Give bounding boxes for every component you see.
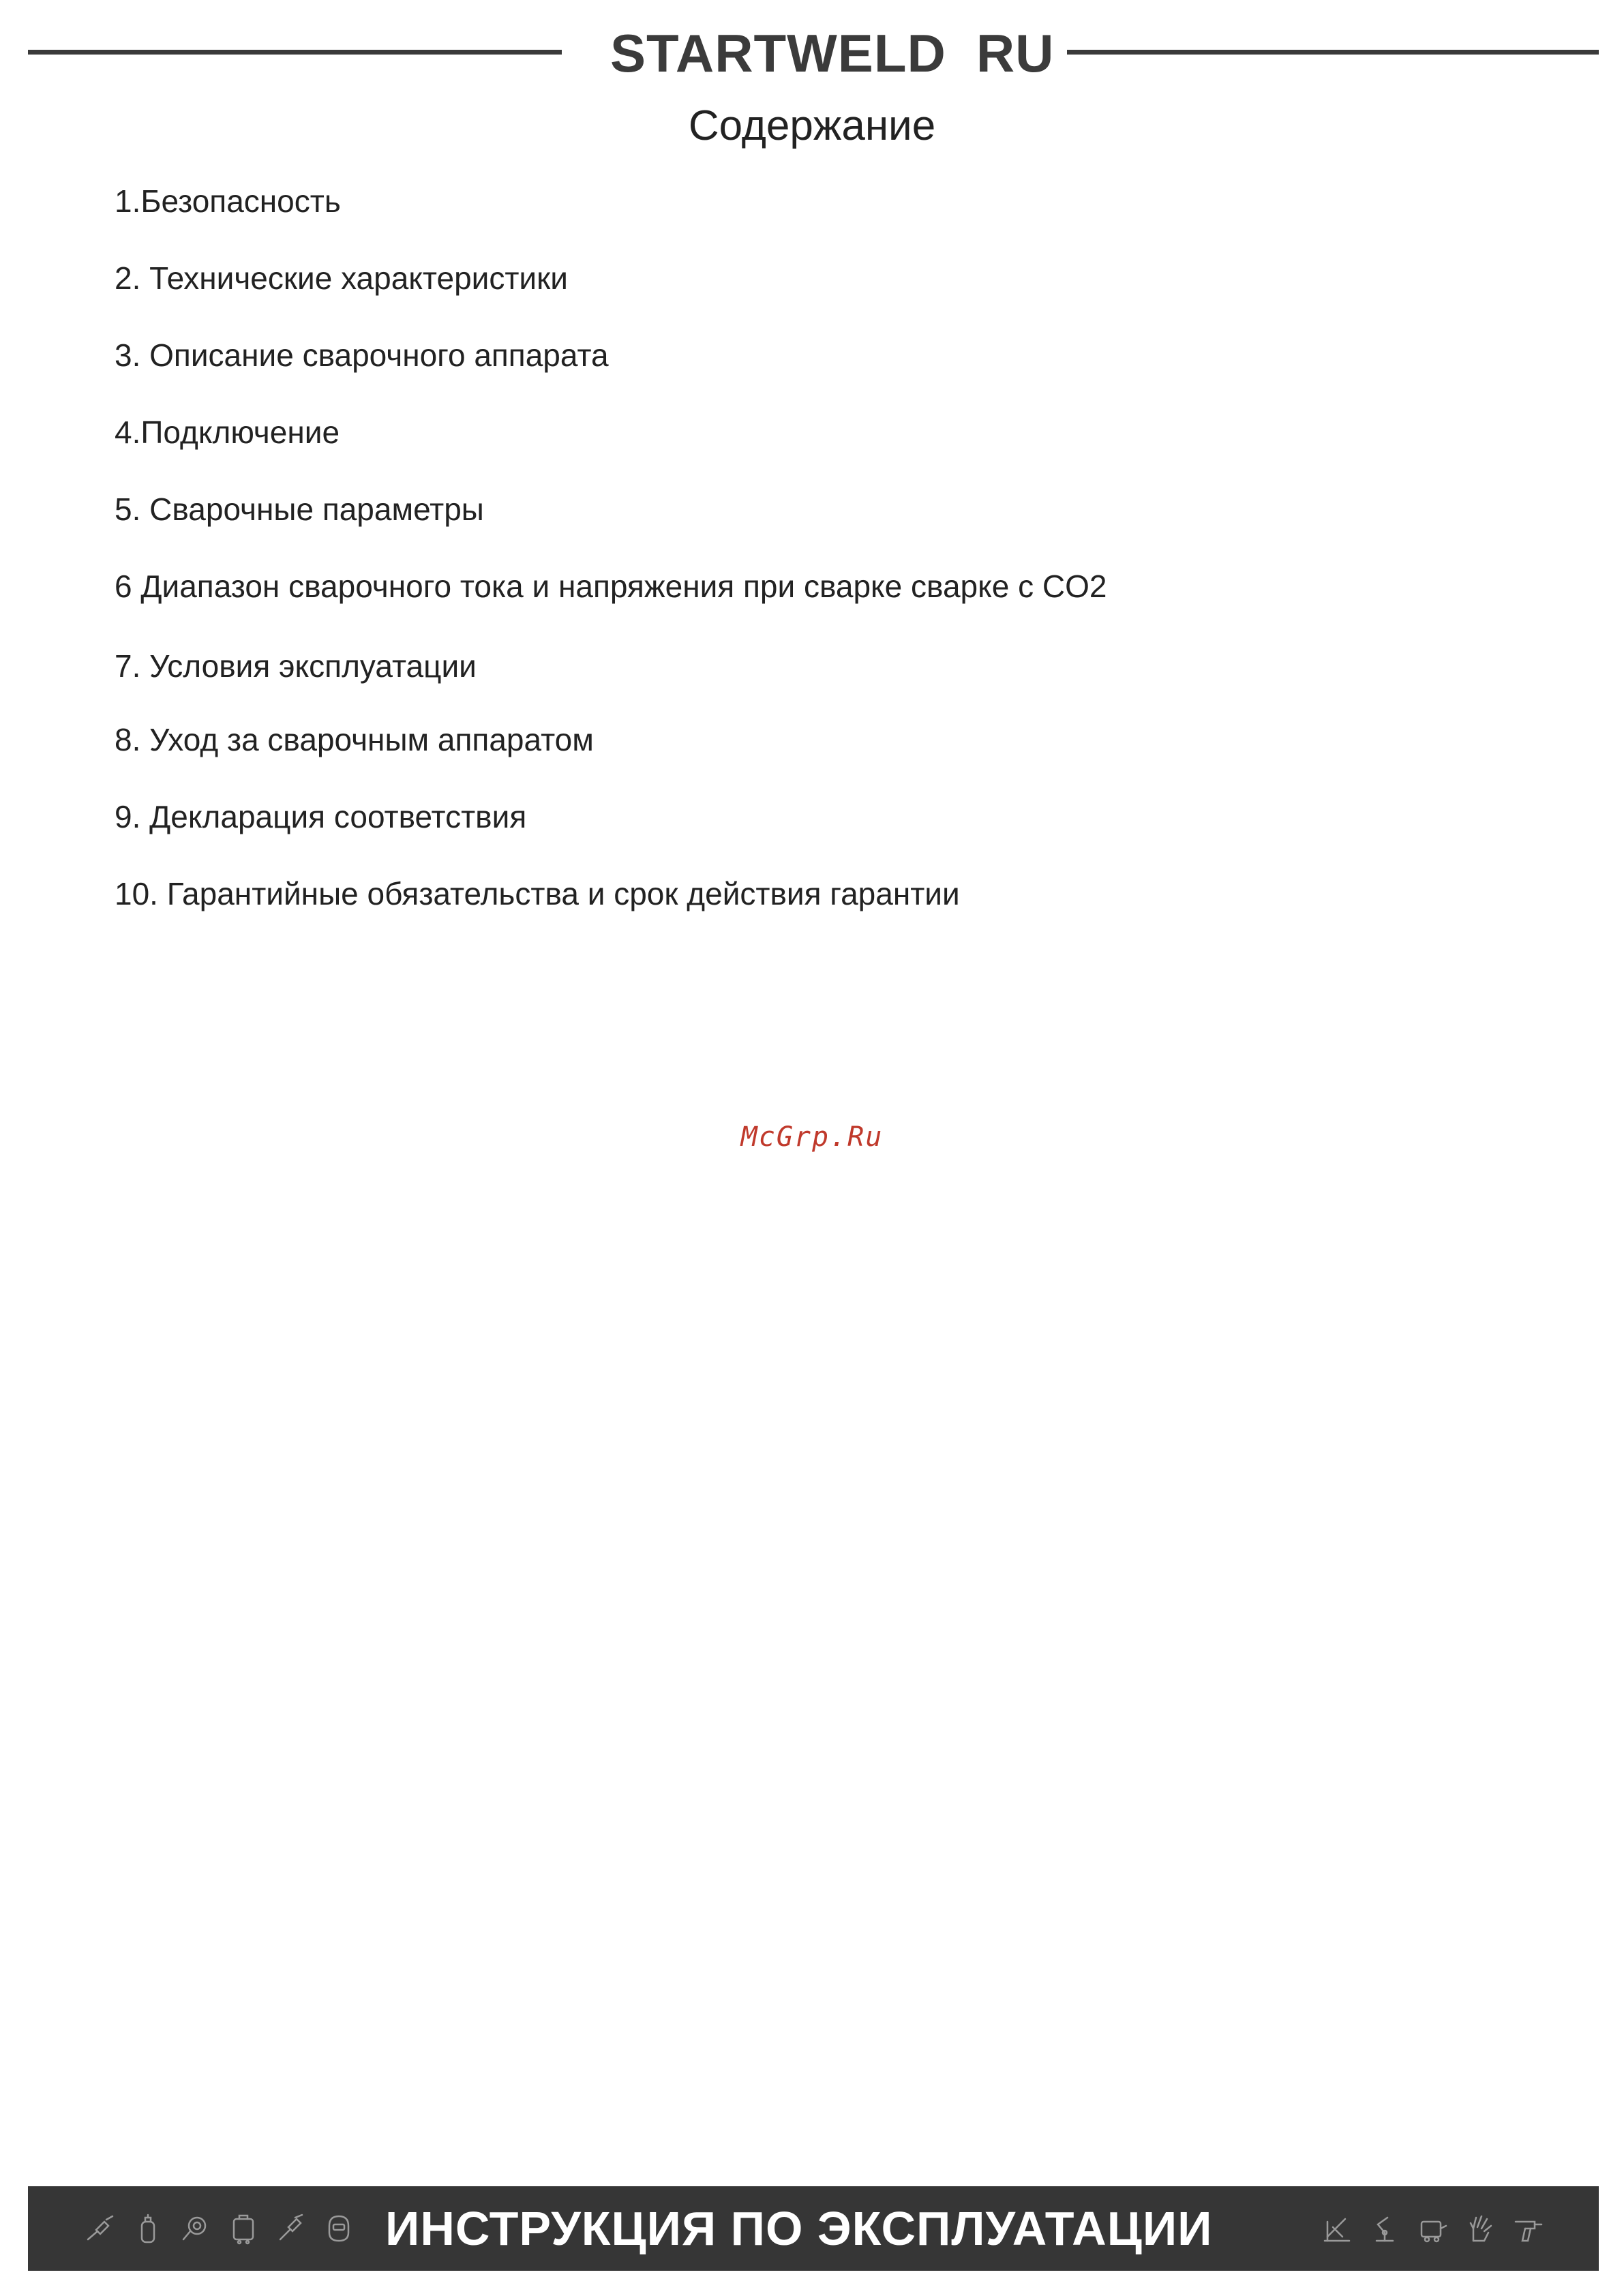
page-header [0,0,1624,109]
electrode-holder-icon [275,2212,307,2245]
welding-table-icon [1321,2212,1353,2245]
toc-item-operating-conditions[interactable]: 7. Условия эксплуатации [115,648,477,684]
toc-item-connection[interactable]: 4.Подключение [115,414,340,450]
robot-arm-icon [1368,2212,1401,2245]
footer-icons-left [28,2212,355,2245]
spot-welder-icon [1512,2212,1544,2245]
toc-item-safety[interactable]: 1.Безопасность [115,183,341,219]
page-title: Содержание [688,102,936,149]
footer-title: ИНСТРУКЦИЯ ПО ЭКСПЛУАТАЦИИ [385,2202,1213,2255]
wire-feeder-icon [1416,2212,1449,2245]
toc-item-warranty[interactable]: 10. Гарантийные обязательства и срок действия гарантии [115,876,960,911]
toc-item-declaration[interactable]: 9. Декларация соответствия [115,799,527,834]
watermark-text: McGrp.Ru [740,1121,884,1153]
logo-text-main: STARTWELD [610,22,946,83]
header-rule-left [28,50,562,55]
logo-text-domain: RU [976,22,1055,83]
toc-item-description[interactable]: 3. Описание сварочного аппарата [115,337,609,373]
brand-logo [610,19,1055,87]
footer-banner [28,2186,1599,2271]
toc-item-welding-parameters[interactable]: 5. Сварочные параметры [115,492,484,527]
toc-item-maintenance[interactable]: 8. Уход за сварочным аппаратом [115,722,594,757]
header-rule-right [1067,50,1599,55]
toc-item-current-voltage-range[interactable]: 6 Диапазон сварочного тока и напряжения при сварке сварке с CO2 [115,569,1107,604]
welding-torch-icon [84,2212,117,2245]
welding-mask-icon [322,2212,355,2245]
toc-item-specifications[interactable]: 2. Технические характеристики [115,260,568,296]
welding-glove-icon [1464,2212,1497,2245]
cable-reel-icon [179,2212,212,2245]
gas-cylinder-icon [132,2212,164,2245]
footer-icons-right [1321,2212,1599,2245]
welder-machine-icon [227,2212,260,2245]
